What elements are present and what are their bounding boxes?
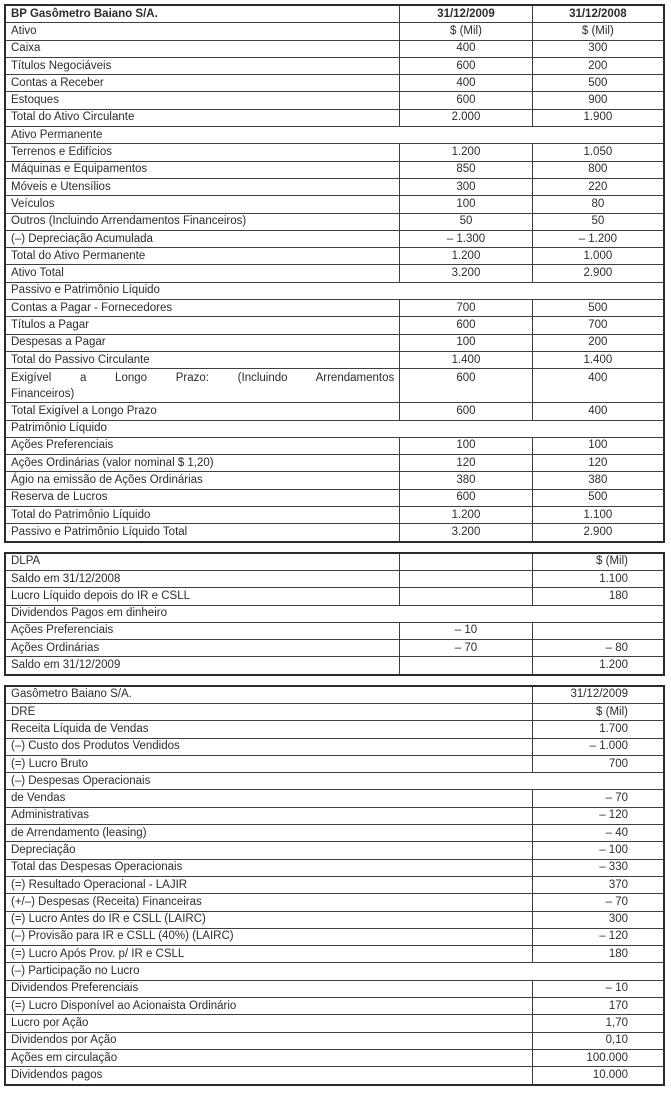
- value-cell: 300: [532, 911, 664, 928]
- value-cell: – 10: [532, 980, 664, 997]
- value-cell: 2.900: [532, 265, 664, 282]
- row-label-cell: Ações Preferenciais: [5, 622, 400, 639]
- table-row: [5, 300, 664, 317]
- table-row: [5, 998, 664, 1015]
- row-label-cell: Móveis e Utensílios: [5, 178, 400, 195]
- table-row: [5, 489, 664, 506]
- value-cell: – 70: [532, 790, 664, 807]
- row-label-cell: Ativo: [5, 23, 400, 40]
- row-label-cell: Lucro por Ação: [5, 1015, 532, 1032]
- value-cell: 500: [532, 300, 664, 317]
- value-cell: 400: [532, 403, 664, 420]
- table-row: [5, 1049, 664, 1066]
- section-row: [5, 282, 664, 299]
- table-row: [5, 553, 664, 571]
- table-row: [5, 686, 664, 704]
- value-cell: 800: [532, 161, 664, 178]
- value-cell: 200: [532, 57, 664, 74]
- value-cell: 700: [532, 755, 664, 772]
- table-row: [5, 911, 664, 928]
- table-row: [5, 876, 664, 893]
- row-label-cell: BP Gasômetro Baiano S/A.: [5, 5, 400, 23]
- row-label-cell: Ativo Total: [5, 265, 400, 282]
- table-row: [5, 1032, 664, 1049]
- section-row: [5, 127, 664, 144]
- row-label-cell: DLPA: [5, 553, 400, 571]
- value-cell: 600: [400, 403, 532, 420]
- value-cell: 400: [532, 369, 664, 403]
- row-label-cell: [5, 369, 400, 403]
- value-cell: 100: [400, 196, 532, 213]
- table-row: [5, 842, 664, 859]
- section-label-cell: Dividendos Pagos em dinheiro: [5, 605, 664, 622]
- value-cell: 100.000: [532, 1049, 664, 1066]
- table-row: [5, 588, 664, 605]
- section-label-cell: (–) Despesas Operacionais: [5, 773, 664, 790]
- table-row: [5, 369, 664, 403]
- value-cell: 1.900: [532, 109, 664, 126]
- row-label-cell: Ações Ordinárias: [5, 640, 400, 657]
- value-cell: 380: [400, 472, 532, 489]
- value-cell: 370: [532, 876, 664, 893]
- row-label-cell: Dividendos Preferenciais: [5, 980, 532, 997]
- value-cell: – 120: [532, 928, 664, 945]
- row-label-cell: Veículos: [5, 196, 400, 213]
- row-label-cell: (=) Resultado Operacional - LAJIR: [5, 876, 532, 893]
- value-cell: – 10: [400, 622, 532, 639]
- table-row: [5, 161, 664, 178]
- row-label-cell: Lucro Líquido depois do IR e CSLL: [5, 588, 400, 605]
- row-label-cell: Outros (Incluindo Arrendamentos Financeiros): [5, 213, 400, 230]
- value-cell: – 70: [532, 894, 664, 911]
- row-label-cell: Gasômetro Baiano S/A.: [5, 686, 532, 704]
- row-label-cell: Receita Líquida de Vendas: [5, 721, 532, 738]
- table-row: [5, 980, 664, 997]
- value-cell: [400, 588, 532, 605]
- section-label-cell: (–) Participação no Lucro: [5, 963, 664, 980]
- row-label-cell: Saldo em 31/12/2008: [5, 570, 400, 587]
- table-row: [5, 640, 664, 657]
- table-row: [5, 317, 664, 334]
- table-row: [5, 455, 664, 472]
- value-cell: 1.200: [400, 144, 532, 161]
- row-label-cell: (=) Lucro Antes do IR e CSLL (LAIRC): [5, 911, 532, 928]
- table-row: [5, 23, 664, 40]
- value-cell: 1.400: [532, 351, 664, 368]
- table-row: [5, 213, 664, 230]
- value-cell: [400, 553, 532, 571]
- section-label-cell: Passivo e Patrimônio Líquido: [5, 282, 664, 299]
- value-cell: 1.000: [532, 248, 664, 265]
- value-cell: 100: [400, 334, 532, 351]
- table-row: [5, 570, 664, 587]
- row-label-cell: Total do Ativo Permanente: [5, 248, 400, 265]
- table-row: [5, 334, 664, 351]
- value-cell: 400: [400, 40, 532, 57]
- table-row: [5, 790, 664, 807]
- table-row: [5, 755, 664, 772]
- value-cell: 0,10: [532, 1032, 664, 1049]
- section-row: [5, 420, 664, 437]
- row-label-cell: Dividendos por Ação: [5, 1032, 532, 1049]
- value-cell: 120: [400, 455, 532, 472]
- value-cell: 1.050: [532, 144, 664, 161]
- row-label-cell: Reserva de Lucros: [5, 489, 400, 506]
- table-row: [5, 230, 664, 247]
- value-cell: 31/12/2008: [532, 5, 664, 23]
- value-cell: $ (Mil): [532, 23, 664, 40]
- row-label-cell: (–) Depreciação Acumulada: [5, 230, 400, 247]
- value-cell: – 1.000: [532, 738, 664, 755]
- row-label-cell: Contas a Receber: [5, 75, 400, 92]
- section-row: [5, 963, 664, 980]
- row-label-cell: Ações em circulação: [5, 1049, 532, 1066]
- table-row: [5, 40, 664, 57]
- value-cell: 500: [532, 75, 664, 92]
- value-cell: – 40: [532, 825, 664, 842]
- table-row: [5, 109, 664, 126]
- row-label-cell: Passivo e Patrimônio Líquido Total: [5, 524, 400, 542]
- value-cell: 50: [532, 213, 664, 230]
- table-row: [5, 946, 664, 963]
- value-cell: 180: [532, 946, 664, 963]
- value-cell: $ (Mil): [532, 553, 664, 571]
- value-cell: – 120: [532, 807, 664, 824]
- value-cell: 300: [532, 40, 664, 57]
- row-label-cell: Administrativas: [5, 807, 532, 824]
- table-row: [5, 178, 664, 195]
- value-cell: 850: [400, 161, 532, 178]
- value-cell: – 80: [532, 640, 664, 657]
- row-label-cell: Total das Despesas Operacionais: [5, 859, 532, 876]
- value-cell: 3.200: [400, 524, 532, 542]
- row-label-cell: (+/–) Despesas (Receita) Financeiras: [5, 894, 532, 911]
- row-label-cell: Saldo em 31/12/2009: [5, 657, 400, 675]
- value-cell: 600: [400, 489, 532, 506]
- value-cell: 200: [532, 334, 664, 351]
- table-row: [5, 248, 664, 265]
- row-label-cell: (–) Custo dos Produtos Vendidos: [5, 738, 532, 755]
- value-cell: 500: [532, 489, 664, 506]
- table-row: [5, 859, 664, 876]
- value-cell: 2.900: [532, 524, 664, 542]
- value-cell: 3.200: [400, 265, 532, 282]
- value-cell: 120: [532, 455, 664, 472]
- value-cell: 900: [532, 92, 664, 109]
- row-label-cell: de Vendas: [5, 790, 532, 807]
- value-cell: [400, 570, 532, 587]
- value-cell: 700: [400, 300, 532, 317]
- row-label-cell: Total do Patrimônio Líquido: [5, 507, 400, 524]
- value-cell: 80: [532, 196, 664, 213]
- dre-table: [4, 685, 665, 1086]
- value-cell: 300: [400, 178, 532, 195]
- value-cell: 700: [532, 317, 664, 334]
- row-label-cell: Ações Ordinárias (valor nominal $ 1,20): [5, 455, 400, 472]
- value-cell: – 1.300: [400, 230, 532, 247]
- row-label-cell: Estoques: [5, 92, 400, 109]
- row-label-cell: (=) Lucro Disponível ao Acionaista Ordinário: [5, 998, 532, 1015]
- table-row: [5, 507, 664, 524]
- value-cell: $ (Mil): [400, 23, 532, 40]
- value-cell: 1,70: [532, 1015, 664, 1032]
- section-label-cell: Ativo Permanente: [5, 127, 664, 144]
- value-cell: 100: [400, 437, 532, 454]
- value-cell: 100: [532, 437, 664, 454]
- table-row: [5, 825, 664, 842]
- row-label-cell: DRE: [5, 703, 532, 720]
- table-row: [5, 92, 664, 109]
- table-row: [5, 57, 664, 74]
- row-label-cell: Total do Ativo Circulante: [5, 109, 400, 126]
- table-row: [5, 196, 664, 213]
- value-cell: 220: [532, 178, 664, 195]
- table-row: [5, 437, 664, 454]
- value-cell: 1.100: [532, 570, 664, 587]
- value-cell: 1.100: [532, 507, 664, 524]
- section-row: [5, 605, 664, 622]
- value-cell: 180: [532, 588, 664, 605]
- value-cell: 600: [400, 92, 532, 109]
- table-row: [5, 524, 664, 542]
- wrapped-line: Exigível a Longo Prazo: (Incluindo Arrendamentos: [11, 372, 395, 385]
- value-cell: 31/12/2009: [532, 686, 664, 704]
- value-cell: 600: [400, 57, 532, 74]
- row-label-cell: Total Exigível a Longo Prazo: [5, 403, 400, 420]
- value-cell: $ (Mil): [532, 703, 664, 720]
- table-row: [5, 75, 664, 92]
- row-label-cell: Depreciação: [5, 842, 532, 859]
- value-cell: 1.200: [532, 657, 664, 675]
- value-cell: 31/12/2009: [400, 5, 532, 23]
- row-label-cell: Despesas a Pagar: [5, 334, 400, 351]
- value-cell: – 70: [400, 640, 532, 657]
- row-label-cell: Dividendos pagos: [5, 1067, 532, 1085]
- table-row: [5, 1015, 664, 1032]
- table-row: [5, 721, 664, 738]
- row-label-cell: de Arrendamento (leasing): [5, 825, 532, 842]
- table-row: [5, 351, 664, 368]
- value-cell: 380: [532, 472, 664, 489]
- table-row: [5, 5, 664, 23]
- row-label-cell: Títulos Negociáveis: [5, 57, 400, 74]
- row-label-cell: Máquinas e Equipamentos: [5, 161, 400, 178]
- table-row: [5, 1067, 664, 1085]
- table-row: [5, 807, 664, 824]
- row-label-cell: Contas a Pagar - Fornecedores: [5, 300, 400, 317]
- value-cell: – 100: [532, 842, 664, 859]
- value-cell: 600: [400, 369, 532, 403]
- table-row: [5, 703, 664, 720]
- table-row: [5, 403, 664, 420]
- value-cell: 50: [400, 213, 532, 230]
- dlpa-table: [4, 552, 665, 676]
- value-cell: [400, 657, 532, 675]
- financial-statements: [4, 4, 671, 1086]
- table-row: [5, 894, 664, 911]
- row-label-cell: (=) Lucro Bruto: [5, 755, 532, 772]
- value-cell: 600: [400, 317, 532, 334]
- value-cell: 1.200: [400, 248, 532, 265]
- table-row: [5, 265, 664, 282]
- value-cell: 1.400: [400, 351, 532, 368]
- value-cell: 1.700: [532, 721, 664, 738]
- row-label-cell: Títulos a Pagar: [5, 317, 400, 334]
- value-cell: 1.200: [400, 507, 532, 524]
- value-cell: 10.000: [532, 1067, 664, 1085]
- wrapped-line: Financeiros): [11, 388, 75, 401]
- table-row: [5, 622, 664, 639]
- section-label-cell: Patrimônio Líquido: [5, 420, 664, 437]
- balance-sheet-table: [4, 4, 665, 543]
- row-label-cell: (–) Provisão para IR e CSLL (40%) (LAIRC): [5, 928, 532, 945]
- table-row: [5, 738, 664, 755]
- row-label-cell: (=) Lucro Após Prov. p/ IR e CSLL: [5, 946, 532, 963]
- table-row: [5, 657, 664, 675]
- value-cell: 2.000: [400, 109, 532, 126]
- row-label-cell: Total do Passivo Circulante: [5, 351, 400, 368]
- section-row: [5, 773, 664, 790]
- row-label-cell: Terrenos e Edifícios: [5, 144, 400, 161]
- value-cell: [532, 622, 664, 639]
- value-cell: 170: [532, 998, 664, 1015]
- table-row: [5, 472, 664, 489]
- row-label-cell: Ágio na emissão de Ações Ordinárias: [5, 472, 400, 489]
- value-cell: – 330: [532, 859, 664, 876]
- value-cell: – 1.200: [532, 230, 664, 247]
- row-label-cell: Ações Preferenciais: [5, 437, 400, 454]
- row-label-cell: Caixa: [5, 40, 400, 57]
- value-cell: 400: [400, 75, 532, 92]
- table-row: [5, 144, 664, 161]
- table-row: [5, 928, 664, 945]
